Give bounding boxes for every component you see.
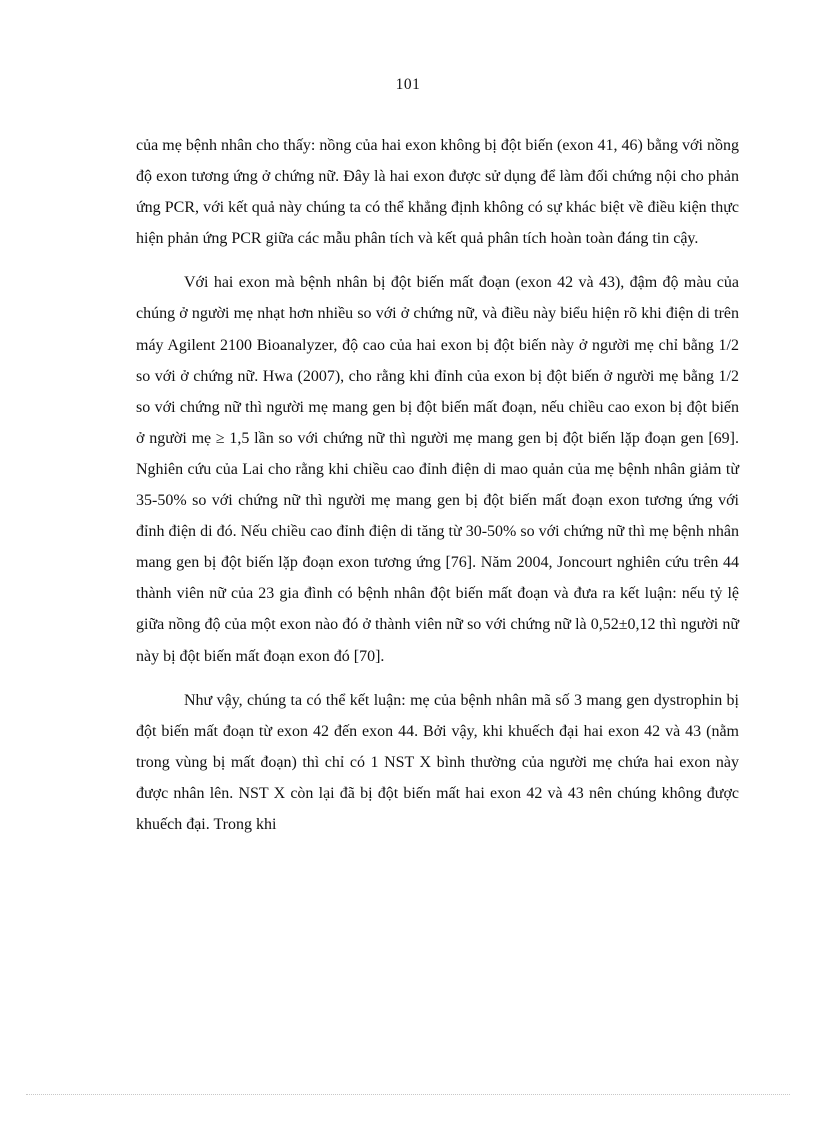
footer-divider xyxy=(26,1094,790,1095)
paragraph-1: của mẹ bệnh nhân cho thấy: nồng của hai exon không bị đột biến (exon 41, 46) bằng với nồng độ exon tương ứng ở chứng nữ. Đây là hai exon được sử dụng để làm đối chứng nội cho phản ứng PCR, với kết quả này chúng ta có thể khẳng định không có sự khác biệt về điều kiện thực hiện phản ứng PCR giữa các mẫu phân tích và kết quả phân tích hoàn toàn đáng tin cậy. xyxy=(136,137,739,248)
paragraph-2: Với hai exon mà bệnh nhân bị đột biến mất đoạn (exon 42 và 43), đậm độ màu của chúng ở người mẹ nhạt hơn nhiều so với ở chứng nữ, và điều này biểu hiện rõ khi điện di trên máy Agilent 2100 Bioanalyzer, độ cao của hai exon bị đột biến này ở người mẹ chỉ bằng 1/2 so với ở chứng nữ. Hwa (2007), cho rằng khi đỉnh của exon bị đột biến ở người mẹ bằng 1/2 so với chứng nữ thì người mẹ mang gen bị đột biến mất đoạn, nếu chiều cao exon bị đột biến ở người mẹ ≥ 1,5 lần so với chứng nữ thì người mẹ mang gen bị đột biến lặp đoạn gen [69]. Nghiên cứu của Lai cho rằng khi chiều cao đỉnh điện di mao quản của mẹ bệnh nhân giảm từ 35-50% so với chứng nữ thì người mẹ mang gen bị đột biến mất đoạn exon tương ứng với đỉnh điện di đó. Nếu chiều cao đỉnh điện di tăng từ 30-50% so với chứng nữ thì mẹ bệnh nhân mang gen bị đột biến lặp đoạn exon tương ứng [76]. Năm 2004, Joncourt nghiên cứu trên 44 thành viên nữ của 23 gia đình có bệnh nhân đột biến mất đoạn và đưa ra kết luận: nếu tỷ lệ giữa nồng độ của một exon nào đó ở thành viên nữ so với chứng nữ là 0,52±0,12 thì người nữ này bị đột biến mất đoạn exon đó [70]. xyxy=(136,274,739,665)
paragraph-3: Như vậy, chúng ta có thể kết luận: mẹ của bệnh nhân mã số 3 mang gen dystrophin bị đột biến mất đoạn từ exon 42 đến exon 44. Bởi vậy, khi khuếch đại hai exon 42 và 43 (nằm trong vùng bị mất đoạn) thì chỉ có 1 NST X bình thường của người mẹ chứa hai exon này được nhân lên. NST X còn lại đã bị đột biến mất hai exon 42 và 43 nên chúng không được khuếch đại. Trong khi xyxy=(136,691,739,833)
page-number: 101 xyxy=(395,76,421,93)
body-text xyxy=(136,130,739,840)
